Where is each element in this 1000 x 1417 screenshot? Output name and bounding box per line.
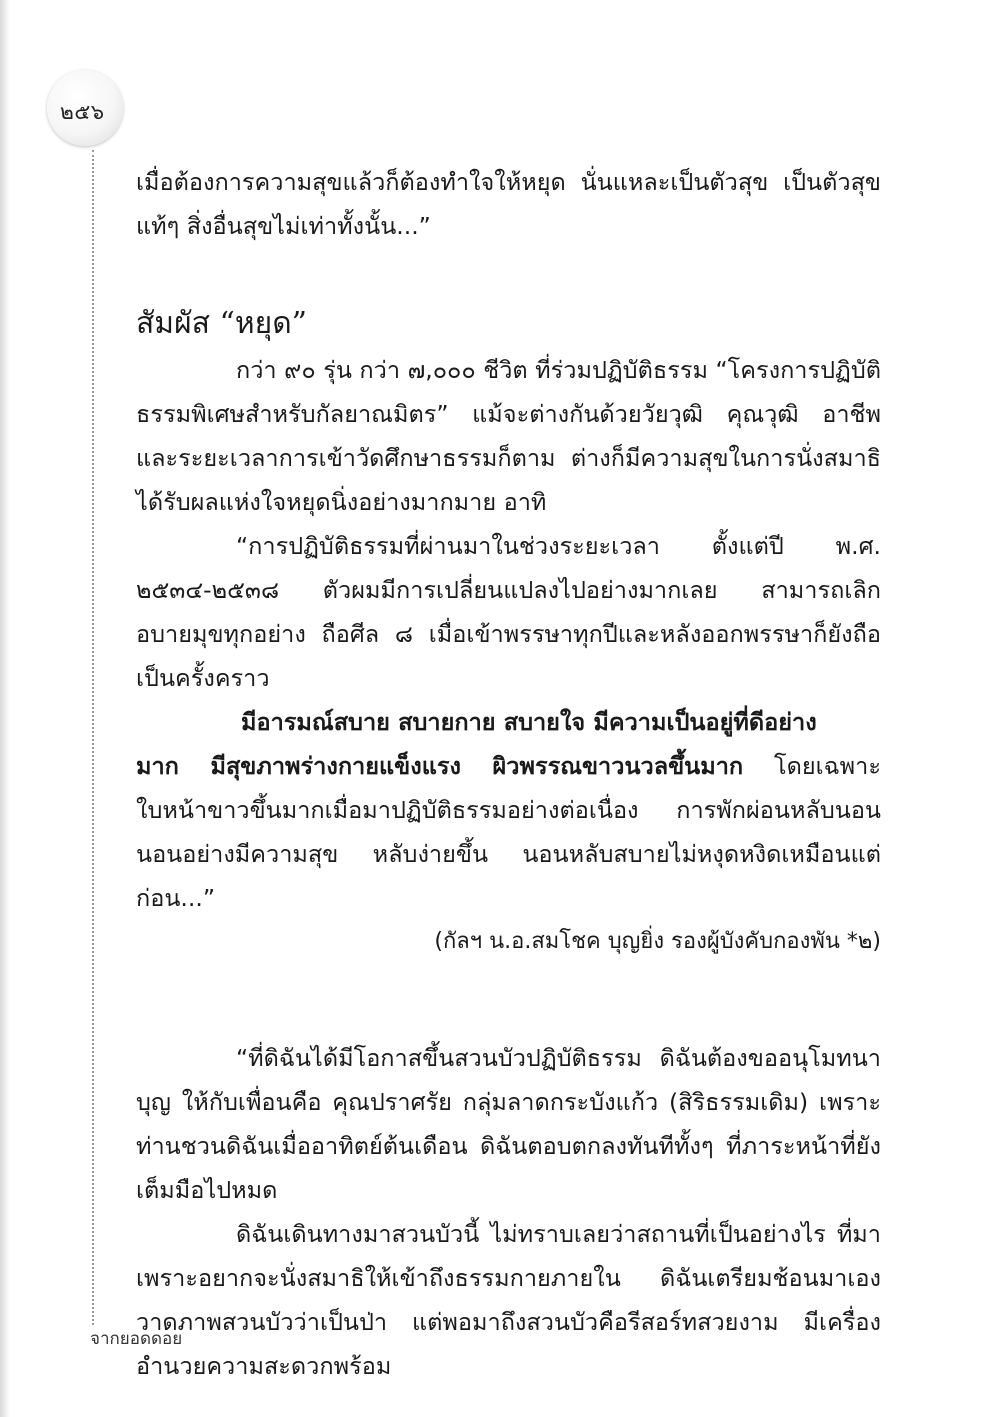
intro-paragraph: เมื่อต้องการความสุขแล้วก็ต้องทำใจให้หยุด นั่นแหละเป็นตัวสุข เป็นตัวสุขแท้ๆ สิ่งอื่นสุขไม่เท่าทั้งนั้น...”	[136, 168, 881, 240]
testimonial-paragraph-1: “ที่ดิฉันได้มีโอกาสขึ้นสวนบัวปฏิบัติธรรม ดิฉันต้องขออนุโมทนาบุญ ให้กับเพื่อนคือ คุณปราศรัย กลุ่มลาดกระบังแก้ว (สิริธรรมเดิม) เพราะท่านชวนดิฉันเมื่ออาทิตย์ต้นเดือน ดิฉันตอบตกลงทันทีทั้งๆ ที่ภาระหน้าที่ยังเต็มมือไปหมด	[136, 1044, 881, 1204]
section-paragraph-1: กว่า ๙๐ รุ่น กว่า ๗,๐๐๐ ชีวิต ที่ร่วมปฏิบัติธรรม “โครงการปฏิบัติธรรมพิเศษสำหรับกัลยาณมิตร” แม้จะต่างกันด้วยวัยวุฒิ คุณวุฒิ อาชีพ และระยะเวลาการเข้าวัดศึกษาธรรมก็ตาม ต่างก็มีความสุขในการนั่งสมาธิ ได้รับผลแห่งใจหยุดนิ่งอย่างมากมาย อาทิ	[136, 356, 881, 516]
footer-book-title: จากยอดดอย	[90, 1329, 183, 1349]
bold-health-statement: มาก มีสุขภาพร่างกายแข็งแรง ผิวพรรณขาวนวลขึ้นมาก	[136, 752, 744, 780]
page-body	[136, 160, 881, 1388]
section-paragraph-2: “การปฏิบัติธรรมที่ผ่านมาในช่วงระยะเวลา ตั้งแต่ปี พ.ศ. ๒๕๓๔-๒๕๓๘ ตัวผมมีการเปลี่ยนแปลงไปอย่างมากเลย สามารถเลิกอบายมุขทุกอย่าง ถือศีล ๘ เมื่อเข้าพรรษาทุกปีและหลังออกพรรษาก็ยังถือเป็นครั้งคราว	[136, 532, 881, 692]
section-heading: สัมผัส “หยุด”	[136, 306, 308, 341]
testimonial-paragraph-2: ดิฉันเดินทางมาสวนบัวนี้ ไม่ทราบเลยว่าสถานที่เป็นอย่างไร ที่มาเพราะอยากจะนั่งสมาธิให้เข้าถึงธรรมกายภายใน ดิฉันเตรียมช้อนมาเองวาดภาพสวนบัวว่าเป็นป่า แต่พอมาถึงสวนบัวคือรีสอร์ทสวยงาม มีเครื่องอำนวยความสะดวกพร้อม	[136, 1220, 881, 1380]
margin-dotted-rule	[92, 150, 94, 1325]
citation: (กัลฯ น.อ.สมโชค บุญยิ่ง รองผู้บังคับกองพัน *๒)	[434, 929, 881, 954]
section-paragraph-3-rest: โดยเฉพาะใบหน้าขาวขึ้นมากเมื่อมาปฏิบัติธรรมอย่างต่อเนื่อง การพักผ่อนหลับนอนนอนอย่างมีความสุข หลับง่ายขึ้น นอนหลับสบายไม่หงุดหงิดเหมือนแต่ก่อน...”	[136, 752, 881, 912]
page-number: ๒๕๖	[60, 100, 105, 124]
page-edge-shadow	[0, 0, 10, 1417]
section-bold-line: มีอารมณ์สบาย สบายกาย สบายใจ มีความเป็นอยู่ที่ดีอย่าง	[241, 708, 817, 736]
spacer	[136, 964, 881, 1036]
section-paragraph-3	[136, 744, 881, 920]
